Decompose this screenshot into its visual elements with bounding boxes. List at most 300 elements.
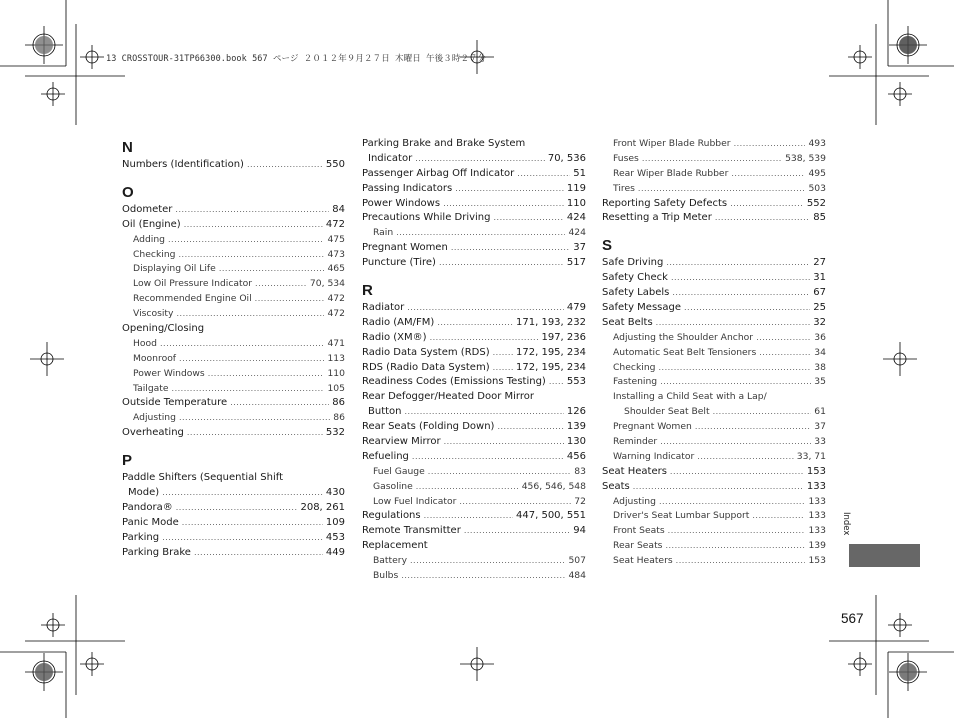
index-entry[interactable]: [362, 301, 586, 316]
leader-dots: [731, 167, 805, 182]
entry-label: Panic Mode: [122, 516, 179, 528]
entry-page-ref[interactable]: 532: [325, 427, 345, 439]
entry-label: Low Oil Pressure Indicator: [133, 278, 253, 290]
entry-page-ref[interactable]: 456, 546, 548: [521, 480, 586, 492]
leader-dots: [684, 301, 810, 316]
entry-label: Regulations: [362, 510, 421, 522]
entry-page-ref[interactable]: 70, 536: [547, 152, 586, 164]
entry-page-ref[interactable]: 550: [325, 159, 345, 170]
index-entry[interactable]: [122, 516, 345, 531]
index-entry[interactable]: [602, 271, 826, 286]
entry-page-ref[interactable]: 126: [566, 406, 586, 418]
entry-page-ref[interactable]: 517: [566, 257, 586, 269]
leader-dots: [407, 301, 564, 316]
leader-dots: [638, 182, 806, 197]
leader-dots: [443, 197, 564, 212]
index-subentry[interactable]: [122, 277, 345, 292]
entry-label: Shoulder Seat Belt: [624, 406, 710, 418]
index-entry[interactable]: [362, 211, 586, 226]
index-entry[interactable]: [602, 197, 826, 212]
entry-label: Overheating: [122, 427, 184, 439]
print-slug-header: 13 CROSSTOUR-31TP66300.book 567 ページ ２０１２年９月２７日 木曜日 午後３時２７分: [106, 54, 487, 64]
index-entry[interactable]: [122, 426, 345, 441]
color-bar-disc-icon: [899, 663, 917, 681]
index-entry[interactable]: [122, 158, 345, 173]
entry-label: Tires: [613, 182, 635, 194]
index-entry[interactable]: [602, 211, 826, 226]
leader-dots: [187, 426, 323, 441]
entry-label: Parking: [122, 531, 160, 543]
leader-dots: [428, 465, 572, 480]
index-subentry[interactable]: [122, 337, 345, 352]
entry-page-ref[interactable]: 495: [808, 167, 826, 179]
leader-dots: [230, 396, 329, 411]
entry-label: Pregnant Women: [362, 242, 448, 254]
leader-dots: [255, 292, 325, 307]
index-subentry[interactable]: [602, 182, 826, 197]
index-entry[interactable]: [122, 322, 345, 337]
leader-dots: [410, 554, 565, 569]
entry-page-ref[interactable]: 473: [327, 248, 345, 260]
entry-page-ref[interactable]: 33, 71: [796, 450, 826, 462]
entry-page-ref[interactable]: 484: [568, 570, 586, 582]
entry-page-ref[interactable]: 472: [327, 308, 345, 320]
section-letter: P: [122, 452, 133, 470]
leader-dots: [160, 337, 324, 352]
leader-dots: [494, 211, 564, 226]
entry-label: Front Seats: [613, 525, 665, 537]
entry-page-ref[interactable]: 133: [806, 480, 826, 492]
entry-label: Rain: [373, 227, 394, 239]
leader-dots: [178, 248, 324, 263]
index-subentry[interactable]: [602, 152, 826, 167]
index-side-tab: [849, 544, 920, 567]
entry-page-ref[interactable]: 424: [566, 212, 586, 224]
leader-dots: [439, 256, 564, 271]
entry-label: Radio (AM/FM): [362, 316, 435, 328]
index-entry[interactable]: [602, 286, 826, 301]
leader-dots: [255, 277, 307, 292]
leader-dots: [730, 197, 804, 212]
entry-label: Front Wiper Blade Rubber: [613, 138, 731, 149]
index-subentry[interactable]: [122, 411, 345, 426]
entry-label: Rear Seats: [613, 540, 663, 552]
entry-page-ref[interactable]: 197, 236: [541, 331, 586, 343]
entry-label: Radio Data System (RDS): [362, 346, 490, 358]
entry-page-ref[interactable]: 27: [813, 257, 826, 269]
entry-page-ref[interactable]: 119: [566, 182, 586, 194]
leader-dots: [493, 361, 513, 376]
entry-page-ref[interactable]: 553: [566, 376, 586, 388]
entry-page-ref[interactable]: 51: [573, 167, 586, 179]
entry-page-ref[interactable]: 447, 500, 551: [516, 510, 586, 522]
index-entry[interactable]: [362, 197, 586, 212]
leader-dots: [437, 316, 513, 331]
section-letter: R: [362, 282, 373, 300]
index-entry[interactable]: [362, 167, 586, 182]
entry-page-ref[interactable]: 86: [332, 397, 345, 409]
entry-label: Mode): [128, 487, 160, 499]
leader-dots: [697, 450, 793, 465]
leader-dots: [695, 420, 811, 435]
entry-label: Low Fuel Indicator: [373, 495, 457, 507]
entry-label: Puncture (Tire): [362, 257, 436, 269]
entry-page-ref[interactable]: 171, 193, 232: [516, 316, 586, 328]
leader-dots: [666, 256, 810, 271]
index-entry[interactable]: [122, 501, 345, 516]
leader-dots: [517, 167, 570, 182]
entry-page-ref[interactable]: 153: [808, 555, 826, 567]
entry-label: Precautions While Driving: [362, 212, 491, 224]
index-entry[interactable]: [362, 375, 586, 390]
leader-dots: [660, 375, 811, 390]
entry-label: Oil (Engine): [122, 218, 181, 230]
entry-label: Rearview Mirror: [362, 436, 441, 448]
index-subentry[interactable]: [362, 554, 586, 569]
entry-page-ref[interactable]: 85: [813, 212, 826, 224]
section-letter: O: [122, 183, 134, 201]
entry-label: Numbers (Identification): [122, 159, 244, 170]
entry-page-ref[interactable]: 130: [566, 436, 586, 448]
entry-page-ref[interactable]: 133: [808, 525, 826, 537]
entry-page-ref[interactable]: 72: [574, 495, 586, 507]
index-subentry[interactable]: [602, 539, 826, 554]
leader-dots: [549, 375, 564, 390]
entry-page-ref[interactable]: 61: [814, 406, 826, 418]
index-entry[interactable]: [362, 361, 586, 376]
entry-label: Paddle Shifters (Sequential Shift: [122, 472, 283, 484]
entry-label: Safe Driving: [602, 257, 664, 269]
index-subentry[interactable]: [602, 450, 826, 465]
leader-dots: [671, 271, 810, 286]
index-entry[interactable]: [602, 301, 826, 316]
entry-label: Rear Seats (Folding Down): [362, 421, 495, 433]
entry-page-ref[interactable]: 67: [813, 287, 826, 299]
index-subentry[interactable]: [602, 167, 826, 182]
entry-label: Recommended Engine Oil: [133, 293, 252, 305]
index-subentry[interactable]: [602, 495, 826, 510]
index-subentry[interactable]: [122, 382, 345, 397]
leader-dots: [219, 262, 325, 277]
index-entry[interactable]: [602, 256, 826, 271]
entry-page-ref[interactable]: 172, 195, 234: [516, 361, 586, 373]
index-entry[interactable]: [362, 420, 586, 435]
entry-label: Driver's Seat Lumbar Support: [613, 510, 750, 522]
entry-label: Outside Temperature: [122, 397, 228, 409]
entry-page-ref[interactable]: 538, 539: [785, 152, 826, 164]
entry-label: Displaying Oil Life: [133, 263, 216, 275]
entry-page-ref[interactable]: 33: [814, 436, 826, 448]
index-entry[interactable]: [362, 241, 586, 256]
index-subentry[interactable]: [602, 405, 826, 420]
entry-label: Readiness Codes (Emissions Testing): [362, 376, 546, 388]
leader-dots: [405, 405, 564, 420]
index-subentry[interactable]: [602, 137, 826, 152]
index-subentry[interactable]: [362, 569, 586, 584]
entry-label: Rear Defogger/Heated Door Mirror: [362, 391, 534, 403]
leader-dots: [172, 382, 325, 397]
entry-page-ref[interactable]: 94: [573, 525, 586, 537]
index-entry[interactable]: [362, 524, 586, 539]
entry-label: Installing a Child Seat with a Lap/: [613, 391, 767, 403]
entry-label: Safety Message: [602, 302, 681, 314]
side-tab-label: Index: [841, 512, 851, 536]
entry-label: Rear Wiper Blade Rubber: [613, 167, 729, 179]
entry-label: Automatic Seat Belt Tensioners: [613, 346, 757, 358]
entry-label: Battery: [373, 555, 408, 567]
entry-page-ref[interactable]: 424: [568, 227, 586, 239]
entry-label: Refueling: [362, 450, 409, 462]
index-entry[interactable]: [362, 316, 586, 331]
leader-dots: [175, 203, 329, 218]
index-entry[interactable]: [122, 546, 345, 561]
index-entry[interactable]: [602, 465, 826, 480]
entry-label: Checking: [613, 361, 656, 373]
entry-label: Parking Brake and Brake System: [362, 138, 526, 149]
entry-label: Bulbs: [373, 570, 399, 582]
leader-dots: [497, 420, 563, 435]
index-subentry[interactable]: [602, 435, 826, 450]
entry-label: Reporting Safety Defects: [602, 197, 728, 209]
index-subentry[interactable]: [602, 375, 826, 390]
index-entry[interactable]: [122, 396, 345, 411]
entry-label: Button: [368, 406, 402, 418]
index-entry[interactable]: [362, 509, 586, 524]
index-column-3: [602, 137, 826, 569]
index-subentry[interactable]: [122, 233, 345, 248]
index-subentry[interactable]: [122, 262, 345, 277]
index-subentry[interactable]: [122, 292, 345, 307]
index-entry[interactable]: [362, 346, 586, 361]
leader-dots: [247, 158, 323, 173]
entry-label: Power Windows: [133, 367, 205, 379]
index-subentry[interactable]: [602, 361, 826, 376]
entry-page-ref[interactable]: 37: [573, 242, 586, 254]
leader-dots: [658, 361, 811, 376]
leader-dots: [179, 352, 324, 367]
index-subentry[interactable]: [602, 390, 826, 405]
index-entry[interactable]: [362, 256, 586, 271]
index-column-2: [362, 137, 586, 584]
leader-dots: [715, 211, 810, 226]
entry-page-ref[interactable]: 465: [327, 263, 345, 275]
leader-dots: [759, 346, 811, 361]
entry-page-ref[interactable]: 493: [808, 138, 826, 149]
index-entry[interactable]: [122, 486, 345, 501]
leader-dots: [176, 501, 298, 516]
entry-page-ref[interactable]: 109: [325, 516, 345, 528]
leader-dots: [756, 331, 811, 346]
leader-dots: [451, 241, 570, 256]
entry-label: Adjusting: [133, 412, 176, 424]
index-entry[interactable]: [122, 218, 345, 233]
entry-page-ref[interactable]: 110: [327, 367, 345, 379]
index-entry[interactable]: [602, 316, 826, 331]
entry-page-ref[interactable]: 83: [574, 465, 586, 477]
index-subentry[interactable]: [122, 352, 345, 367]
page-number: 567: [841, 611, 864, 626]
index-entry[interactable]: [122, 203, 345, 218]
leader-dots: [455, 182, 564, 197]
entry-label: Pandora®: [122, 501, 173, 513]
entry-label: Viscosity: [133, 308, 174, 320]
entry-label: Pregnant Women: [613, 421, 692, 433]
leader-dots: [416, 480, 519, 495]
index-entry[interactable]: [362, 435, 586, 450]
entry-label: RDS (Radio Data System): [362, 361, 490, 373]
leader-dots: [415, 152, 545, 167]
entry-label: Adjusting: [613, 495, 656, 507]
index-entry[interactable]: [362, 182, 586, 197]
leader-dots: [179, 411, 330, 426]
entry-label: Safety Check: [602, 272, 668, 284]
leader-dots: [668, 524, 806, 539]
section-letter: N: [122, 139, 133, 156]
index-subentry[interactable]: [602, 524, 826, 539]
index-subentry[interactable]: [602, 554, 826, 569]
index-entry[interactable]: [362, 137, 586, 152]
leader-dots: [162, 531, 323, 546]
leader-dots: [642, 152, 782, 167]
index-entry[interactable]: [602, 480, 826, 495]
index-column-1: [122, 137, 345, 560]
entry-label: Reminder: [613, 436, 658, 448]
entry-page-ref[interactable]: 430: [325, 487, 345, 499]
entry-page-ref[interactable]: 36: [814, 331, 826, 343]
entry-page-ref[interactable]: 37: [814, 421, 826, 433]
entry-label: Fuses: [613, 152, 639, 164]
entry-page-ref[interactable]: 35: [814, 376, 826, 388]
index-entry[interactable]: [362, 152, 586, 167]
entry-page-ref[interactable]: 139: [808, 540, 826, 552]
index-subentry[interactable]: [602, 420, 826, 435]
entry-page-ref[interactable]: 70, 534: [309, 278, 345, 290]
leader-dots: [752, 509, 805, 524]
leader-dots: [430, 331, 539, 346]
entry-page-ref[interactable]: 139: [566, 421, 586, 433]
entry-page-ref[interactable]: 172, 195, 234: [516, 346, 586, 358]
entry-label: Replacement: [362, 540, 428, 552]
index-subentry[interactable]: [122, 248, 345, 263]
entry-page-ref[interactable]: 453: [325, 531, 345, 543]
entry-label: Checking: [133, 248, 176, 260]
entry-label: Opening/Closing: [122, 323, 205, 335]
entry-label: Passenger Airbag Off Indicator: [362, 167, 515, 179]
entry-label: Parking Brake: [122, 546, 191, 558]
index-entry[interactable]: [362, 539, 586, 554]
leader-dots: [656, 316, 811, 331]
leader-dots: [670, 465, 804, 480]
entry-page-ref[interactable]: 507: [568, 555, 586, 567]
leader-dots: [182, 516, 323, 531]
leader-dots: [713, 405, 812, 420]
index-entry[interactable]: [122, 531, 345, 546]
index-subentry[interactable]: [362, 465, 586, 480]
entry-page-ref[interactable]: 472: [325, 218, 345, 230]
color-bar-disc-icon: [35, 36, 53, 54]
index-subentry[interactable]: [122, 367, 345, 382]
entry-page-ref[interactable]: 84: [332, 203, 345, 215]
entry-page-ref[interactable]: 449: [325, 546, 345, 558]
index-subentry[interactable]: [362, 495, 586, 510]
entry-page-ref[interactable]: 32: [813, 316, 826, 328]
entry-label: Passing Indicators: [362, 182, 453, 194]
leader-dots: [396, 226, 565, 241]
entry-page-ref[interactable]: 133: [808, 495, 826, 507]
entry-page-ref[interactable]: 25: [813, 302, 826, 314]
entry-label: Odometer: [122, 203, 173, 215]
entry-page-ref[interactable]: 34: [814, 346, 826, 358]
index-subentry[interactable]: [602, 509, 826, 524]
index-subentry[interactable]: [602, 346, 826, 361]
index-subentry[interactable]: [122, 307, 345, 322]
entry-page-ref[interactable]: 472: [327, 293, 345, 305]
index-subentry[interactable]: [362, 226, 586, 241]
entry-label: Fuel Gauge: [373, 465, 425, 477]
entry-page-ref[interactable]: 133: [808, 510, 826, 522]
entry-label: Warning Indicator: [613, 450, 695, 462]
entry-page-ref[interactable]: 479: [566, 302, 586, 314]
leader-dots: [676, 554, 806, 569]
entry-label: Fastening: [613, 376, 658, 388]
entry-page-ref[interactable]: 105: [327, 382, 345, 394]
leader-dots: [493, 346, 513, 361]
entry-label: Seat Heaters: [602, 465, 667, 477]
entry-label: Gasoline: [373, 480, 413, 492]
entry-page-ref[interactable]: 456: [566, 450, 586, 462]
entry-page-ref[interactable]: 503: [808, 182, 826, 194]
entry-label: Seat Belts: [602, 316, 653, 328]
index-entry[interactable]: [362, 331, 586, 346]
entry-label: Seats: [602, 480, 630, 492]
index-subentry[interactable]: [602, 331, 826, 346]
index-subentry[interactable]: [362, 480, 586, 495]
entry-page-ref[interactable]: 552: [806, 197, 826, 209]
leader-dots: [444, 435, 564, 450]
entry-page-ref[interactable]: 113: [327, 352, 345, 364]
leader-dots: [401, 569, 565, 584]
entry-page-ref[interactable]: 471: [327, 337, 345, 349]
entry-label: Adding: [133, 233, 165, 245]
leader-dots: [672, 286, 810, 301]
index-entry[interactable]: [122, 471, 345, 486]
entry-label: Tailgate: [133, 382, 169, 394]
entry-label: Radiator: [362, 302, 405, 314]
entry-label: Seat Heaters: [613, 555, 673, 567]
entry-page-ref[interactable]: 475: [327, 233, 345, 245]
entry-page-ref[interactable]: 208, 261: [300, 501, 345, 513]
leader-dots: [176, 307, 324, 322]
index-entry[interactable]: [362, 390, 586, 405]
leader-dots: [208, 367, 325, 382]
entry-label: Power Windows: [362, 197, 441, 209]
entry-page-ref[interactable]: 86: [333, 412, 345, 424]
entry-label: Safety Labels: [602, 287, 670, 299]
index-entry[interactable]: [362, 450, 586, 465]
index-entry[interactable]: [362, 405, 586, 420]
leader-dots: [659, 495, 806, 510]
entry-page-ref[interactable]: 153: [806, 465, 826, 477]
entry-label: Moonroof: [133, 352, 177, 364]
section-letter: S: [602, 237, 613, 255]
leader-dots: [424, 509, 513, 524]
leader-dots: [633, 480, 804, 495]
entry-page-ref[interactable]: 38: [814, 361, 826, 373]
entry-label: Radio (XM®): [362, 331, 427, 343]
leader-dots: [184, 218, 323, 233]
entry-page-ref[interactable]: 31: [813, 272, 826, 284]
entry-page-ref[interactable]: 110: [566, 197, 586, 209]
